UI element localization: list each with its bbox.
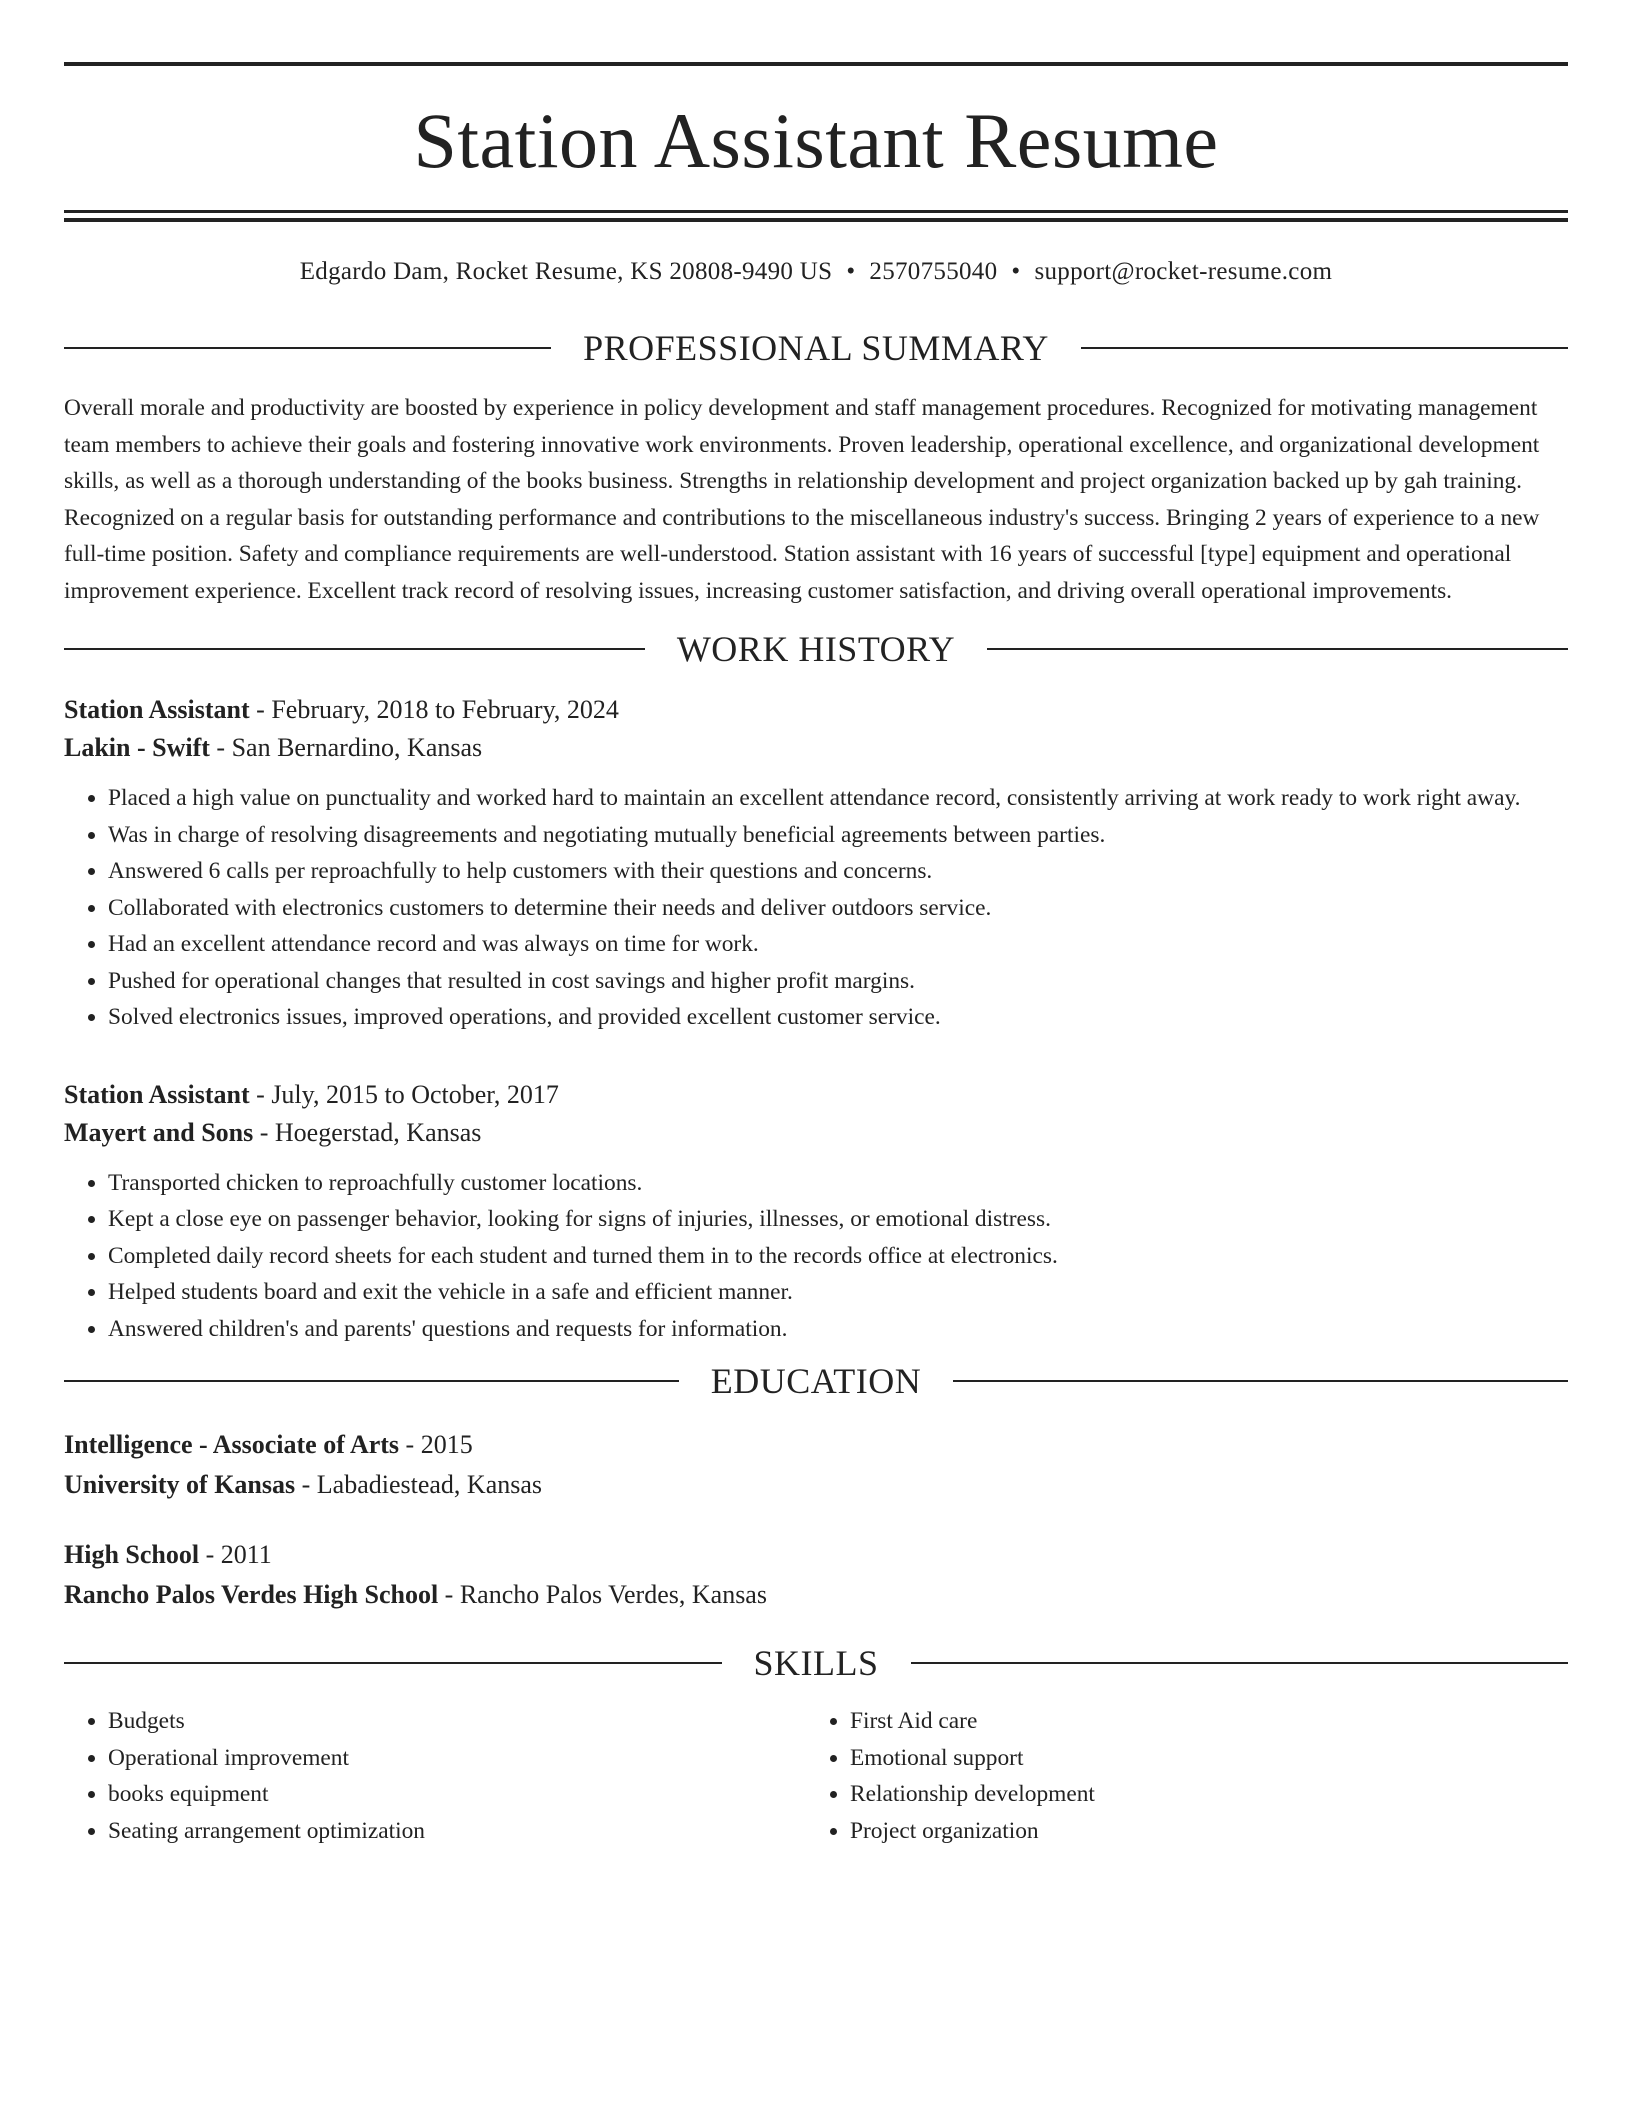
list-item: • Placed a high value on punctuality and worked hard to maintain an excellent attendance record, consistently arriving at work ready to work right away. bbox=[108, 780, 1568, 817]
heading-rule-right bbox=[911, 1662, 1569, 1664]
job-location: - San Bernardino, Kansas bbox=[216, 733, 483, 762]
education-heading: EDUCATION bbox=[710, 1361, 922, 1401]
list-item: • Operational improvement bbox=[108, 1740, 806, 1777]
heading-rule-left bbox=[64, 1662, 722, 1664]
education-location: - Rancho Palos Verdes, Kansas bbox=[444, 1580, 767, 1609]
list-item: • Kept a close eye on passenger behavior, looking for signs of injuries, illnesses, or emotional distress. bbox=[108, 1201, 1568, 1238]
work-section-heading bbox=[64, 631, 1568, 667]
job-title: Station Assistant bbox=[64, 1079, 250, 1109]
resume-title: Station Assistant Resume bbox=[413, 97, 1219, 184]
list-item: • Emotional support bbox=[850, 1740, 1548, 1777]
job-company-line bbox=[64, 1114, 1568, 1152]
heading-rule-left bbox=[64, 347, 551, 349]
list-item: • Budgets bbox=[108, 1703, 806, 1740]
job-bullet-list bbox=[64, 780, 1568, 1036]
list-item: • Was in charge of resolving disagreements and negotiating mutually beneficial agreements between parties. bbox=[108, 817, 1568, 854]
job-company: Mayert and Sons bbox=[64, 1117, 254, 1147]
list-item: • Relationship development bbox=[850, 1776, 1548, 1813]
list-item: • Pushed for operational changes that resulted in cost savings and higher profit margins. bbox=[108, 963, 1568, 1000]
top-rule bbox=[64, 62, 1568, 66]
job-bullet-list bbox=[64, 1165, 1568, 1348]
education-degree: High School bbox=[64, 1540, 200, 1569]
list-item: • Had an excellent attendance record and was always on time for work. bbox=[108, 926, 1568, 963]
list-item: • Seating arrangement optimization bbox=[108, 1813, 806, 1850]
job-company: Lakin - Swift bbox=[64, 733, 210, 762]
heading-rule-right bbox=[987, 648, 1568, 650]
education-school: University of Kansas bbox=[64, 1470, 296, 1499]
job-dates: - February, 2018 to February, 2024 bbox=[256, 695, 619, 724]
job-entry bbox=[64, 1076, 1568, 1348]
contact-separator: • bbox=[1011, 258, 1021, 285]
contact-phone: 2570755040 bbox=[869, 258, 998, 285]
list-item: • Answered children's and parents' questions and requests for information. bbox=[108, 1311, 1568, 1348]
job-title-line bbox=[64, 1076, 1568, 1114]
job-location: - Hoegerstad, Kansas bbox=[259, 1117, 482, 1147]
contact-address: Edgardo Dam, Rocket Resume, KS 20808-9490 US bbox=[299, 258, 833, 285]
summary-heading: PROFESSIONAL SUMMARY bbox=[583, 328, 1049, 368]
education-year: - 2015 bbox=[405, 1430, 473, 1459]
summary-text: Overall morale and productivity are boosted by experience in policy development and staff management procedures. Recognized for motivating management team members to achieve their goals and fostering innovative work environments. Proven leadership, operational excellence, and organizational development skills, as well as a thorough understanding of the books business. Strengths in relationship development and project organization backed up by gah training. Recognized on a regular basis for outstanding performance and contributions to the miscellaneous industry's success. Bringing 2 years of experience to a new full-time position. Safety and compliance requirements are well-understood. Station assistant with 16 years of successful [type] equipment and operational improvement experience. Excellent track record of resolving issues, increasing customer satisfaction, and driving overall operational improvements. bbox=[64, 395, 1540, 604]
job-dates: - July, 2015 to October, 2017 bbox=[256, 1079, 559, 1109]
education-school-line bbox=[64, 1465, 1568, 1505]
list-item: • books equipment bbox=[108, 1776, 806, 1813]
job-title: Station Assistant bbox=[64, 695, 250, 724]
list-item: • Collaborated with electronics customers to determine their needs and deliver outdoors service. bbox=[108, 890, 1568, 927]
education-degree-line bbox=[64, 1425, 1568, 1465]
heading-rule-left bbox=[64, 1380, 679, 1382]
heading-rule-left bbox=[64, 648, 645, 650]
list-item: • Completed daily record sheets for each student and turned them in to the records office at electronics. bbox=[108, 1238, 1568, 1275]
job-company-line bbox=[64, 729, 1568, 767]
list-item: • First Aid care bbox=[850, 1703, 1548, 1740]
list-item: • Helped students board and exit the vehicle in a safe and efficient manner. bbox=[108, 1274, 1568, 1311]
education-location: - Labadiestead, Kansas bbox=[301, 1470, 543, 1499]
title-double-rule bbox=[64, 210, 1568, 222]
list-item: • Solved electronics issues, improved operations, and provided excellent customer service. bbox=[108, 999, 1568, 1036]
education-entry bbox=[64, 1535, 1568, 1615]
list-item: • Transported chicken to reproachfully customer locations. bbox=[108, 1165, 1568, 1202]
heading-rule-right bbox=[1081, 347, 1568, 349]
education-year: - 2011 bbox=[205, 1540, 272, 1569]
skills-heading: SKILLS bbox=[753, 1643, 879, 1683]
job-entry bbox=[64, 691, 1568, 1036]
heading-rule-right bbox=[953, 1380, 1568, 1382]
education-school-line bbox=[64, 1575, 1568, 1615]
list-item: • Project organization bbox=[850, 1813, 1548, 1850]
education-degree: Intelligence - Associate of Arts bbox=[64, 1430, 400, 1459]
contact-separator: • bbox=[846, 258, 856, 285]
skills-section-heading bbox=[64, 1645, 1568, 1681]
education-entry bbox=[64, 1425, 1568, 1505]
education-section-heading bbox=[64, 1363, 1568, 1399]
job-title-line bbox=[64, 691, 1568, 729]
education-degree-line bbox=[64, 1535, 1568, 1575]
skills-list-right bbox=[806, 1703, 1548, 1849]
contact-email: support@rocket-resume.com bbox=[1034, 258, 1333, 285]
work-heading: WORK HISTORY bbox=[676, 629, 956, 669]
summary-section-heading bbox=[64, 330, 1568, 366]
education-school: Rancho Palos Verdes High School bbox=[64, 1580, 439, 1609]
list-item: • Answered 6 calls per reproachfully to help customers with their questions and concerns. bbox=[108, 853, 1568, 890]
contact-line bbox=[64, 258, 1568, 286]
skills-list-left bbox=[64, 1703, 806, 1849]
skills-grid bbox=[64, 1703, 1568, 1849]
